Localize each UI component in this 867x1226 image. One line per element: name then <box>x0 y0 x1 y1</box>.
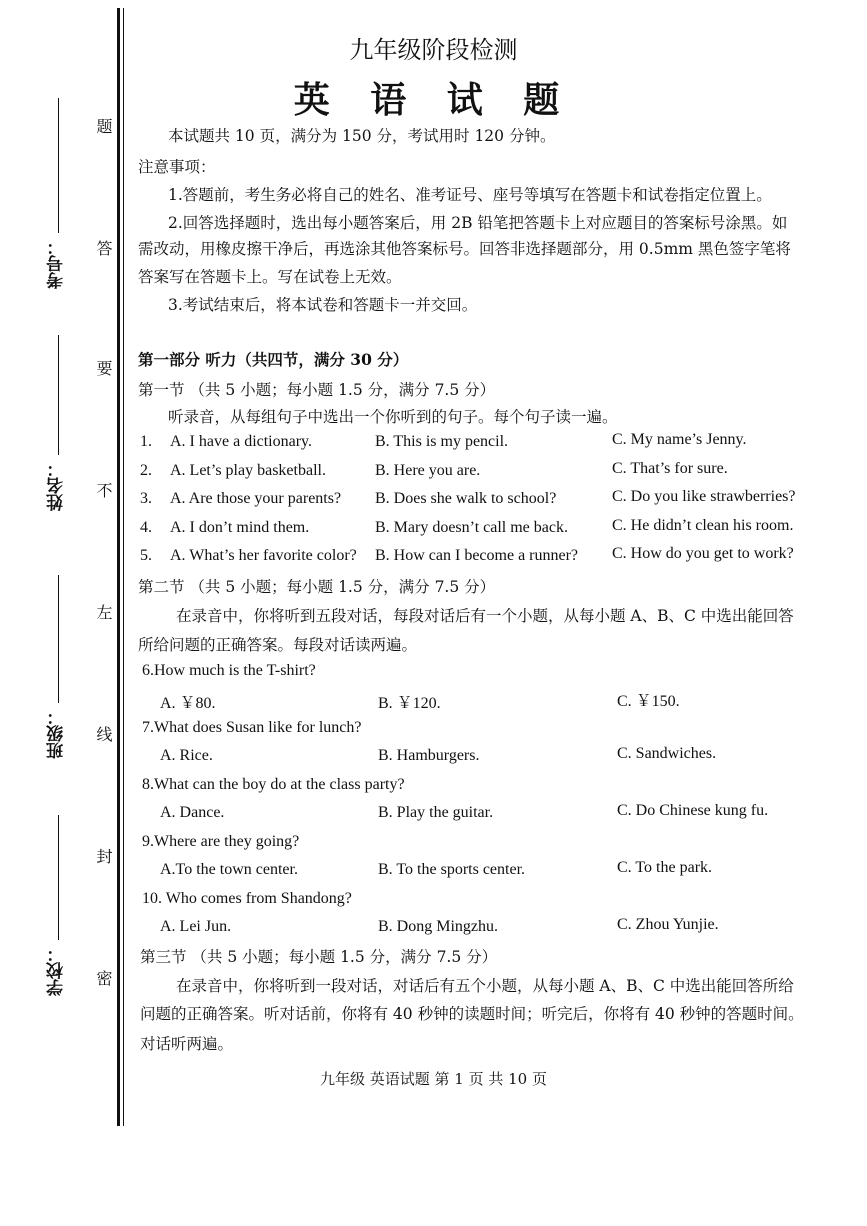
sec3-heading: 第三节 （共 5 小题；每小题 1.5 分，满分 7.5 分） <box>140 948 498 966</box>
note-2-line-1: 2.回答选择题时，选出每小题答案后，用 2B 铅笔把答题卡上对应题目的答案标号涂黑。如 <box>168 214 788 232</box>
option-c: C. That’s for sure. <box>612 460 728 477</box>
option-a: A. Dance. <box>160 804 225 821</box>
option-c: C. My name’s Jenny. <box>612 431 747 448</box>
item-number: 2. <box>140 462 152 479</box>
class-label: 班级： <box>47 708 67 759</box>
seal-char: 答 <box>94 240 113 256</box>
option-b: B. To the sports center. <box>378 861 526 878</box>
sec3-instructions-2: 问题的正确答案。听对话前，你将有 40 秒钟的读题时间；听完后，你将有 40 秒钟的答题时间。 <box>140 1005 804 1023</box>
sec1-instructions: 听录音，从每组句子中选出一个你听到的句子。每个句子读一遍。 <box>168 408 618 426</box>
option-a: A. Rice. <box>160 747 213 764</box>
grade-title: 九年级阶段检测 <box>349 36 518 64</box>
item-number: 3. <box>140 490 152 507</box>
option-c: C. How do you get to work? <box>612 545 794 562</box>
sec3-instructions-3: 对话听两遍。 <box>140 1035 234 1053</box>
option-c: C. Zhou Yunjie. <box>617 916 719 933</box>
option-c: C. Do Chinese kung fu. <box>617 802 769 819</box>
option-a: A. I have a dictionary. <box>170 433 313 450</box>
option-c: C. He didn’t clean his room. <box>612 517 794 534</box>
item-number: 5. <box>140 547 152 564</box>
intro-text: 本试题共 10 页，满分为 150 分，考试用时 120 分钟。 <box>168 127 556 145</box>
option-a: A. What’s her favorite color? <box>170 547 357 564</box>
option-b: B. Does she walk to school? <box>375 490 557 507</box>
school-label: 学校： <box>47 945 67 996</box>
note-2-line-2: 需改动，用橡皮擦干净后，再选涂其他答案标号。回答非选择题部分，用 0.5mm 黑色签字笔将 <box>138 240 791 258</box>
name-field[interactable] <box>58 335 59 455</box>
class-field[interactable] <box>58 575 59 703</box>
binding-line <box>117 8 120 1126</box>
seal-char: 要 <box>94 360 113 376</box>
seal-char: 封 <box>94 848 113 864</box>
note-2-line-3: 答案写在答题卡上。写在试卷上无效。 <box>138 268 402 286</box>
sec1-heading: 第一节 （共 5 小题；每小题 1.5 分，满分 7.5 分） <box>138 381 496 399</box>
question-text: 7.What does Susan like for lunch? <box>142 719 362 736</box>
option-a: A. Let’s play basketball. <box>170 462 326 479</box>
option-b: B. ￥120. <box>378 695 441 712</box>
option-b: B. Play the guitar. <box>378 804 494 821</box>
option-b: B. Here you are. <box>375 462 481 479</box>
option-b: B. Mary doesn’t call me back. <box>375 519 568 536</box>
question-text: 6.How much is the T-shirt? <box>142 662 316 679</box>
question-text: 10. Who comes from Shandong? <box>142 890 352 907</box>
option-b: B. This is my pencil. <box>375 433 509 450</box>
option-c: C. ￥150. <box>617 693 680 710</box>
option-b: B. Dong Mingzhu. <box>378 918 498 935</box>
option-b: B. Hamburgers. <box>378 747 480 764</box>
school-field[interactable] <box>58 815 59 940</box>
exam-number-label: 考号： <box>47 238 67 289</box>
option-a: A. Lei Jun. <box>160 918 232 935</box>
subject-title: 英 语 试 题 <box>293 79 574 121</box>
option-c: C. To the park. <box>617 859 713 876</box>
question-text: 8.What can the boy do at the class party? <box>142 776 405 793</box>
seal-char: 密 <box>94 970 113 986</box>
notes-heading: 注意事项： <box>138 158 216 176</box>
option-a: A. ￥80. <box>160 695 216 712</box>
name-label: 姓名： <box>47 460 67 511</box>
option-c: C. Sandwiches. <box>617 745 717 762</box>
item-number: 1. <box>140 433 152 450</box>
option-a: A.To the town center. <box>160 861 298 878</box>
sec3-instructions-1: 在录音中，你将听到一段对话，对话后有五个小题，从每小题 A、B、C 中选出能回答所给 <box>176 977 794 995</box>
seal-char: 左 <box>94 604 113 620</box>
option-c: C. Do you like strawberries? <box>612 488 796 505</box>
question-text: 9.Where are they going? <box>142 833 300 850</box>
seal-char: 不 <box>94 482 113 498</box>
seal-char: 线 <box>94 726 113 742</box>
sec2-heading: 第二节 （共 5 小题；每小题 1.5 分，满分 7.5 分） <box>138 578 496 596</box>
option-a: A. I don’t mind them. <box>170 519 310 536</box>
note-1: 1.答题前，考生务必将自己的姓名、准考证号、座号等填写在答题卡和试卷指定位置上。 <box>168 186 772 204</box>
part1-heading: 第一部分 听力（共四节，满分 30 分） <box>138 350 409 369</box>
page-footer: 九年级 英语试题 第 1 页 共 10 页 <box>319 1070 547 1088</box>
seal-char: 题 <box>94 118 113 134</box>
option-b: B. How can I become a runner? <box>375 547 579 564</box>
sec2-instructions-1: 在录音中，你将听到五段对话，每段对话后有一个小题，从每小题 A、B、C 中选出能回答 <box>176 607 794 625</box>
item-number: 4. <box>140 519 152 536</box>
note-3: 3.考试结束后，将本试卷和答题卡一并交回。 <box>168 296 478 314</box>
binding-line-thin <box>123 8 124 1126</box>
sec2-instructions-2: 所给问题的正确答案。每段对话读两遍。 <box>138 636 418 654</box>
option-a: A. Are those your parents? <box>170 490 342 507</box>
